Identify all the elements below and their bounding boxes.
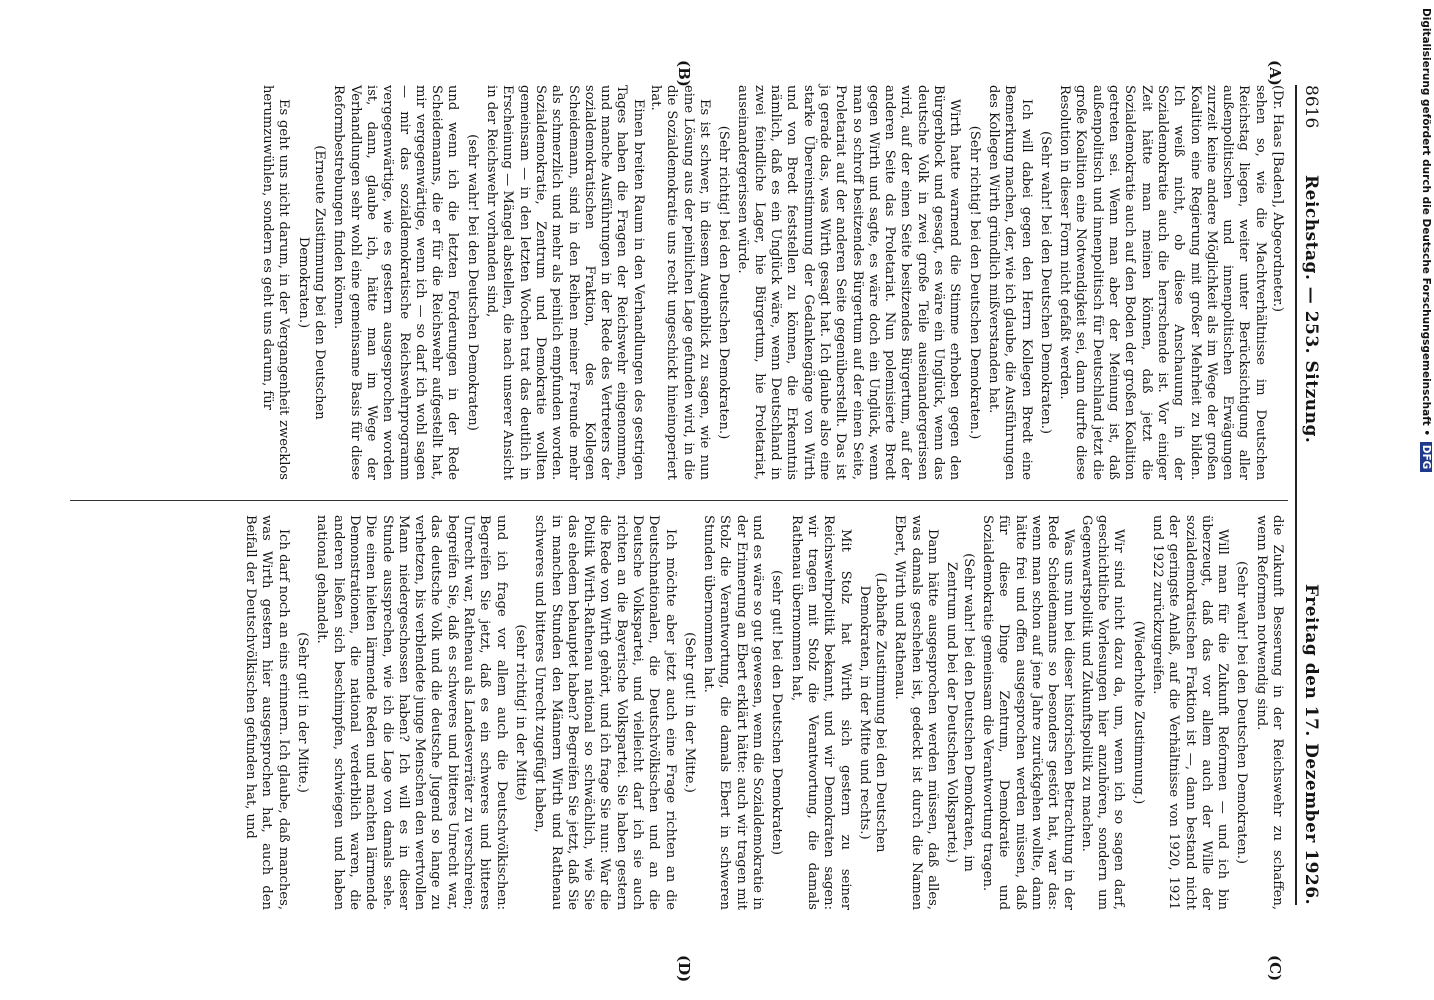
page-number: 8616 (1301, 85, 1321, 129)
paragraph: Will man für die Zukunft Reformen — und ich bin überzeugt, daß das vor allem auch der Wille der sozialdemokratischen Fraktion ist —, dann bestand nicht der geringste Anlaß, auf die Verhältnisse von 1920, 1921 und 1922 zurückzugreifen. (1149, 515, 1231, 910)
interjection: (Sehr richtig! bei den Deutschen Demokraten.) (716, 125, 732, 440)
speaker-line: (Dr. Haas [Baden], Abgeordneter.) (1270, 85, 1285, 312)
interjection: (Lebhafte Zustimmung bei den Deutschen Demokraten, in der Mitte und rechts.) (856, 572, 889, 853)
session-title: Reichstag. — 253. Sitzung. (1301, 175, 1321, 444)
page-header (1295, 85, 1325, 905)
paragraph: und wenn ich die letzten Forderungen in der Rede Scheidemanns, die er für die Reichswehr aufgestellt hat, mir vergegenwärtige, wenn ich — so darf ich wohl sagen — mir das sozialdemokratische Reichswehrprogramm vergegenwärtige, wie es gestern ausgesprochen worden ist, dann, glaube ich, hätte man im Wege der Verhandlungen sehr wohl eine gemeinsame Basis für diese Reformbestrebungen finden können. (331, 85, 461, 480)
interjection: (sehr wahr! bei den Deutschen Demokraten) (464, 134, 480, 431)
interjection: (Sehr gut! in der Mitte.) (295, 632, 311, 793)
right-column (60, 515, 1285, 910)
left-column (60, 85, 1285, 480)
paragraph: Einen breiten Raum in den Verhandlungen des gestrigen Tages haben die Fragen der Reichswehr eingenommen, und manche Ausführungen in der Rede des Vertreters der sozialdemokratischen Fraktion, des Kollegen Scheidemann, sind in den Reihen meiner Freunde mehr als schmerzlich und mehr als peinlich empfunden worden. Sozialdemokratie, Zentrum und Demokratie wollten gemeinsam — in den letzten Wochen trat das deutlich in Erscheinung — Mängel abstellen, die nach unserer Ansicht in der Reichswehr vorhanden sind, (484, 85, 646, 480)
paragraph: Dann hätte ausgesprochen werden müssen, daß alles, was damals geschehen ist, gedeckt ist durch die Namen Ebert, Wirth und Rathenau. (892, 515, 941, 910)
paragraph: Mit Stolz hat Wirth sich gestern zu seiner Reichswehrpolitik bekannt, und wir Demokraten sagen: wir tragen mit Stolz die Verantwortung, die damals Rathenau übernommen hat, (788, 515, 853, 910)
funding-attribution (1418, 8, 1434, 1000)
paragraph: sehen so, wie die Machtverhältnisse im Deutschen Reichstag liegen, weiter unter Berücksichtigung aller außenpolitischen und innenpolitischen Erwägungen zurzeit keine andere Möglichkeit als im Wege der großen Koalition eine Regierung mit großer Mehrheit zu bilden. Ich weiß nicht, ob diese Anschauung in der Sozialdemokratie auch die herrschende ist. Vor einiger Zeit hätte man meinen können, daß jetzt die Sozialdemokratie auch auf den Boden der großen Koalition getreten sei. Wenn man aber der Meinung ist, daß außenpolitisch und innenpolitisch für Deutschland jetzt die große Koalition eine Notwendigkeit sei, dann durfte diese Resolution in dieser Form nicht gefaßt werden. (1057, 85, 1268, 480)
interjection: (Sehr gut! in der Mitte.) (681, 632, 697, 793)
interjection: (Sehr wahr! bei den Deutschen Demokraten.) (1037, 130, 1053, 435)
paragraph: Ich will dabei gegen den Herrn Kollegen Bredt eine Bemerkung machen, der, wie ich glaube, die Ausführungen des Kollegen Wirth gründlich mißverstanden hat. (985, 85, 1034, 480)
interjection: (sehr gut! bei den Deutschen Demokraten) (769, 569, 785, 855)
paragraph: und ich frage vor allem auch die Deutschvölkischen: Begreifen Sie jetzt, daß es ein schweres und bitteres Unrecht war, Rathenau als Landesverräter zu verschreien; begreifen Sie, daß es schweres und bitteres Unrecht war, das deutsche Volk und die deutsche Jugend so lange zu verhetzen, bis verblendete junge Menschen den wertvollen Mann niedergeschossen haben? Ich will es in dieser Stunde aussprechen, wie ich die Lage von damals sehe. Die einen hielten lärmende Reden und machten lärmende Demonstrationen, die national verderblich waren, die anderen ließen sich beschimpfen, schwiegen und haben national gehandelt. (314, 515, 509, 910)
attribution-text: Digitalisierung gefördert durch die Deutsche Forschungsgemeinschaft • (1420, 8, 1432, 437)
dfg-logo: DFG (1420, 442, 1432, 473)
paragraph: Ich darf noch an eins erinnern. Ich glaube, daß manches, was Wirth gestern hier ausgesprochen hat, auch den Beifall der Deutschvölkischen gefunden hat, und (243, 515, 291, 910)
interjection: (Sehr wahr! bei den Deutschen Demokraten.) (1234, 560, 1250, 865)
margin-marker-c: (C) (1266, 955, 1284, 982)
paragraph: Was uns nun bei dieser historischen Betrachtung in der Rede Scheidemanns so besonders gestört hat, war das: wenn man schon auf jene Jahre zurückgehen wollte, dann hätte frei und offen ausgesprochen werden müssen, daß für diese Dinge Zentrum, Demokratie und Sozialdemokratie gemeinsam die Verantwortung tragen. (979, 515, 1077, 910)
interjection: (Sehr richtig! bei den Deutschen Demokraten.) (966, 125, 982, 440)
paragraph: Es ist schwer, in diesem Augenblick zu sagen, wie nun eine Lösung aus der peinlichen Lage gefunden wird, in die die Sozialdemokratie uns recht ungeschickt hineinoperiert hat. (648, 85, 712, 480)
interjection: (Erneute Zustimmung bei den Deutschen Demokraten.) (295, 145, 328, 420)
paragraph: die Zukunft Besserung in der Reichswehr zu schaffen, wenn Reformen notwendig sind. (1253, 515, 1285, 910)
paragraph: Es geht uns nicht darum, in der Vergangenheit zwecklos herumzuwühlen, sondern es geht uns darum, für (260, 85, 292, 480)
margin-marker-d: (D) (675, 955, 693, 983)
paragraph: Ich möchte aber jetzt auch eine Frage richten an die Deutschnationalen, die Deutschvölkischen und an die Deutsche Volkspartei, und vielleicht darf ich sie auch richten an die Bayerische Volkspartei. Sie haben gestern die Rede von Wirth gehört, und ich frage Sie nun: War die Politik Wirth-Rathenau national so schwächlich, wie Sie das ehedem behauptet haben? Begreifen Sie jetzt, daß Sie in manchen Stunden den Männern Wirth und Rathenau schweres und bitteres Unrecht zugefügt haben, (532, 515, 678, 910)
margin-marker-b: (B) (675, 60, 693, 87)
session-date: Freitag den 17. Dezember 1926. (1301, 584, 1321, 905)
interjection: (Wiederholte Zustimmung.) (1130, 620, 1146, 805)
interjection: (sehr richtig! in der Mitte) (512, 624, 528, 801)
interjection: (Sehr wahr! bei den Deutschen Demokraten, im Zentrum und bei der Deutschen Volkspartei.) (944, 553, 976, 872)
column-divider (70, 500, 1288, 501)
paragraph: Wir sind nicht dazu da, um, wenn ich so sagen darf, geschichtliche Vorlesungen hier anzuhören, sondern um Gegenwartspolitik und Zukunftspolitik zu machen. (1078, 515, 1127, 910)
paragraph: Wirth hatte warnend die Stimme erhoben gegen den Bürgerblock und gesagt, es wäre ein Unglück, wenn das deutsche Volk in zwei große Teile auseinandergerissen wird, auf der einen Seite besitzendes Bürgertum, auf der anderen Seite das Proletariat. Nun polemisierte Bredt gegen Wirth und sagte, es wäre doch ein Unglück, wenn man so schroff besitzendes Bürgertum auf der einen Seite, Proletariat auf der anderen Seite gegenüberstellt. Das ist ja gerade das, was Wirth gesagt hat. Ich glaube also eine starke Übereinstimmung der Gedankengänge von Wirth und von Bredt feststellen zu können, die Erkenntnis nämlich, daß es ein Unglück wäre, wenn Deutschland in zwei feindliche Lager, hie Bürgertum, hie Proletariat, auseinandergerissen würde. (735, 85, 963, 480)
margin-marker-a: (A) (1266, 60, 1284, 86)
paragraph: und es wäre so gut gewesen, wenn die Sozialdemokratie in der Erinnerung an Ebert erklärt hätte: auch wir tragen mit Stolz die Verantwortung, die damals Ebert in schweren Stunden übernommen hat. (701, 515, 766, 910)
